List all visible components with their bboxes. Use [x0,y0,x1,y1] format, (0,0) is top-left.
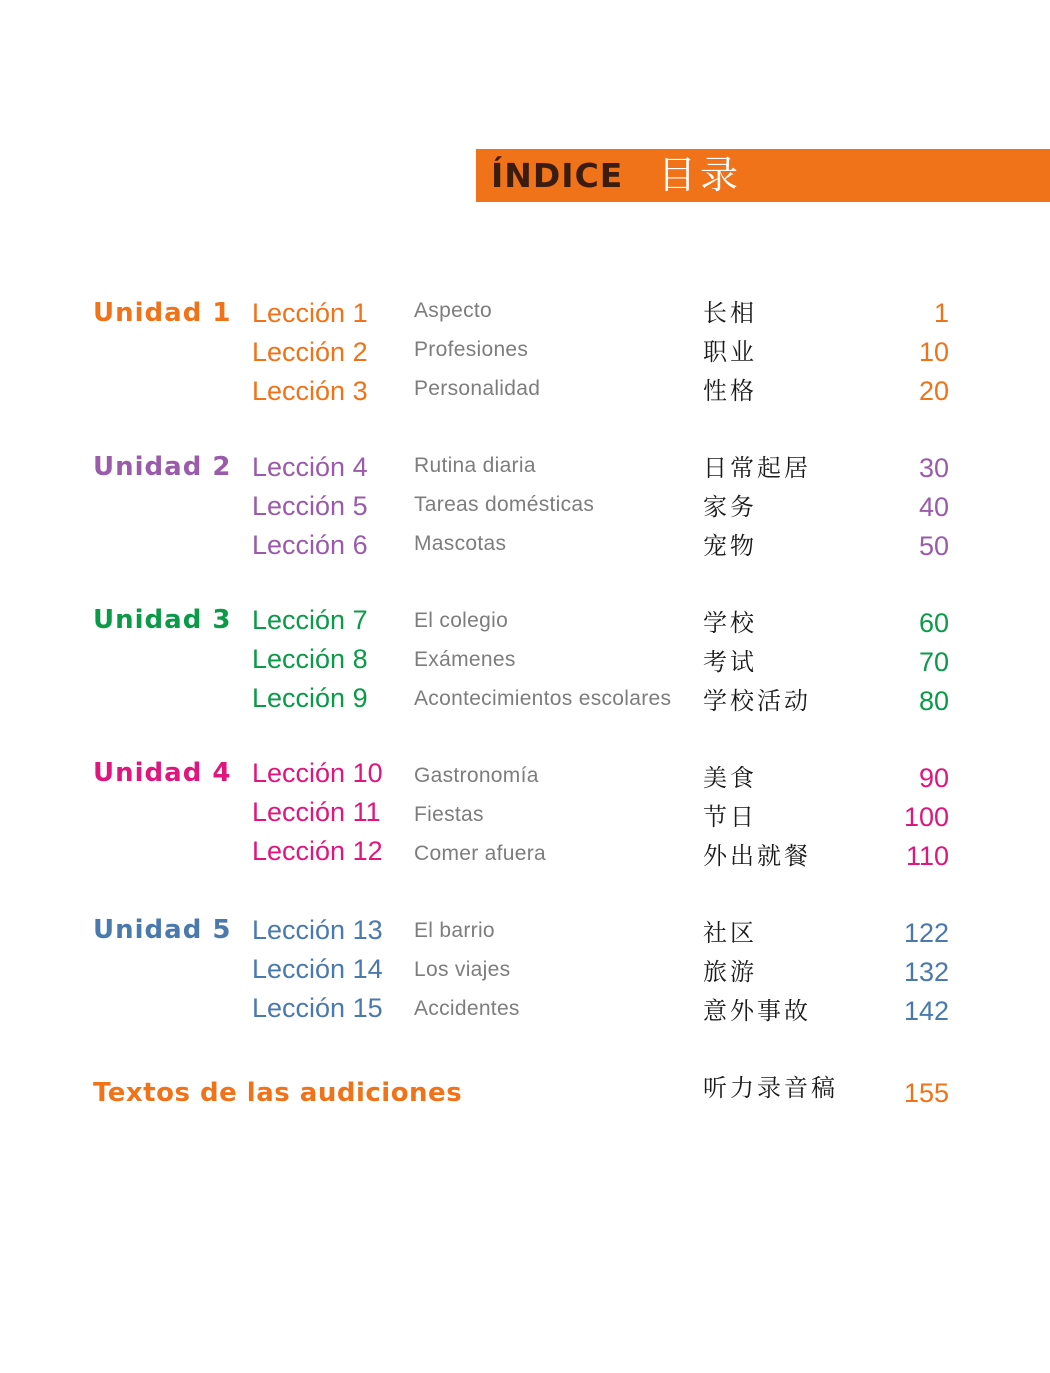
lesson-11-label[interactable]: Lección 11 [252,797,381,827]
lesson-15-label[interactable]: Lección 15 [252,993,383,1023]
lesson-14-topic-zh: 旅游 [703,958,757,986]
lesson-14-topic-es: Los viajes [414,958,511,981]
lesson-9-topic-es: Acontecimientos escolares [414,687,672,710]
lesson-6-topic-es: Mascotas [414,532,507,555]
lesson-9-topic-zh: 学校活动 [703,687,811,715]
lesson-5-topic-es: Tareas domésticas [414,493,595,516]
page-title: ÍNDICE [491,156,624,195]
lesson-12-topic-es: Comer afuera [414,842,546,865]
lesson-13-topic-es: El barrio [414,919,495,942]
lesson-11-topic-es: Fiestas [414,803,484,826]
lesson-1-page[interactable]: 1 [933,298,949,328]
lesson-4-topic-zh: 日常起居 [703,454,811,482]
lesson-8-page[interactable]: 70 [918,647,949,677]
lesson-10-page[interactable]: 90 [918,763,949,793]
lesson-8-topic-es: Exámenes [414,648,516,671]
lesson-12-label[interactable]: Lección 12 [252,836,383,866]
unit-4-label: Unidad 4 [93,758,232,788]
lesson-13-page[interactable]: 122 [903,918,949,948]
lesson-2-topic-zh: 职业 [703,338,757,366]
unit-3-label: Unidad 3 [93,605,232,635]
transcripts-label[interactable]: Textos de las audiciones [93,1078,463,1108]
lesson-3-topic-es: Personalidad [414,377,541,400]
lesson-12-page[interactable]: 110 [905,841,949,871]
lesson-13-label[interactable]: Lección 13 [252,915,383,945]
lesson-7-topic-es: El colegio [414,609,509,632]
lesson-4-topic-es: Rutina diaria [414,454,536,477]
lesson-2-topic-es: Profesiones [414,338,529,361]
lesson-15-topic-zh: 意外事故 [703,997,811,1025]
lesson-11-page[interactable]: 100 [903,802,949,832]
lesson-5-topic-zh: 家务 [703,493,757,521]
lesson-15-topic-es: Accidentes [414,997,520,1020]
lesson-7-page[interactable]: 60 [918,608,949,638]
lesson-6-label[interactable]: Lección 6 [252,530,368,560]
lesson-12-topic-zh: 外出就餐 [703,842,811,870]
lesson-1-topic-zh: 长相 [703,299,757,327]
lesson-8-topic-zh: 考试 [703,648,757,676]
lesson-5-label[interactable]: Lección 5 [252,491,368,521]
lesson-2-label[interactable]: Lección 2 [252,337,368,367]
lesson-4-page[interactable]: 30 [918,453,949,483]
unit-5-label: Unidad 5 [93,915,232,945]
lesson-6-page[interactable]: 50 [918,531,949,561]
lesson-13-topic-zh: 社区 [703,919,757,947]
lesson-2-page[interactable]: 10 [918,337,949,367]
lesson-8-label[interactable]: Lección 8 [252,644,368,674]
lesson-5-page[interactable]: 40 [918,492,949,522]
lesson-10-topic-zh: 美食 [703,764,757,792]
lesson-1-topic-es: Aspecto [414,299,492,322]
lesson-7-topic-zh: 学校 [703,609,757,637]
lesson-4-label[interactable]: Lección 4 [252,452,368,482]
transcripts-page[interactable]: 155 [903,1078,949,1108]
lesson-3-topic-zh: 性格 [703,377,757,405]
lesson-10-topic-es: Gastronomía [414,764,539,787]
lesson-9-label[interactable]: Lección 9 [252,683,368,713]
lesson-15-page[interactable]: 142 [903,996,949,1026]
lesson-7-label[interactable]: Lección 7 [252,605,368,635]
lesson-3-label[interactable]: Lección 3 [252,376,368,406]
transcripts-label-zh: 听力录音稿 [703,1074,838,1102]
lesson-3-page[interactable]: 20 [918,376,949,406]
lesson-14-page[interactable]: 132 [903,957,949,987]
unit-2-label: Unidad 2 [93,452,232,482]
unit-1-label: Unidad 1 [93,298,232,328]
lesson-9-page[interactable]: 80 [918,686,949,716]
lesson-14-label[interactable]: Lección 14 [252,954,383,984]
lesson-11-topic-zh: 节日 [703,803,757,831]
index-header-bar [476,149,1050,202]
lesson-10-label[interactable]: Lección 10 [252,758,383,788]
page-title-zh: 目录 [658,153,743,197]
lesson-1-label[interactable]: Lección 1 [252,298,368,328]
lesson-6-topic-zh: 宠物 [703,532,757,560]
